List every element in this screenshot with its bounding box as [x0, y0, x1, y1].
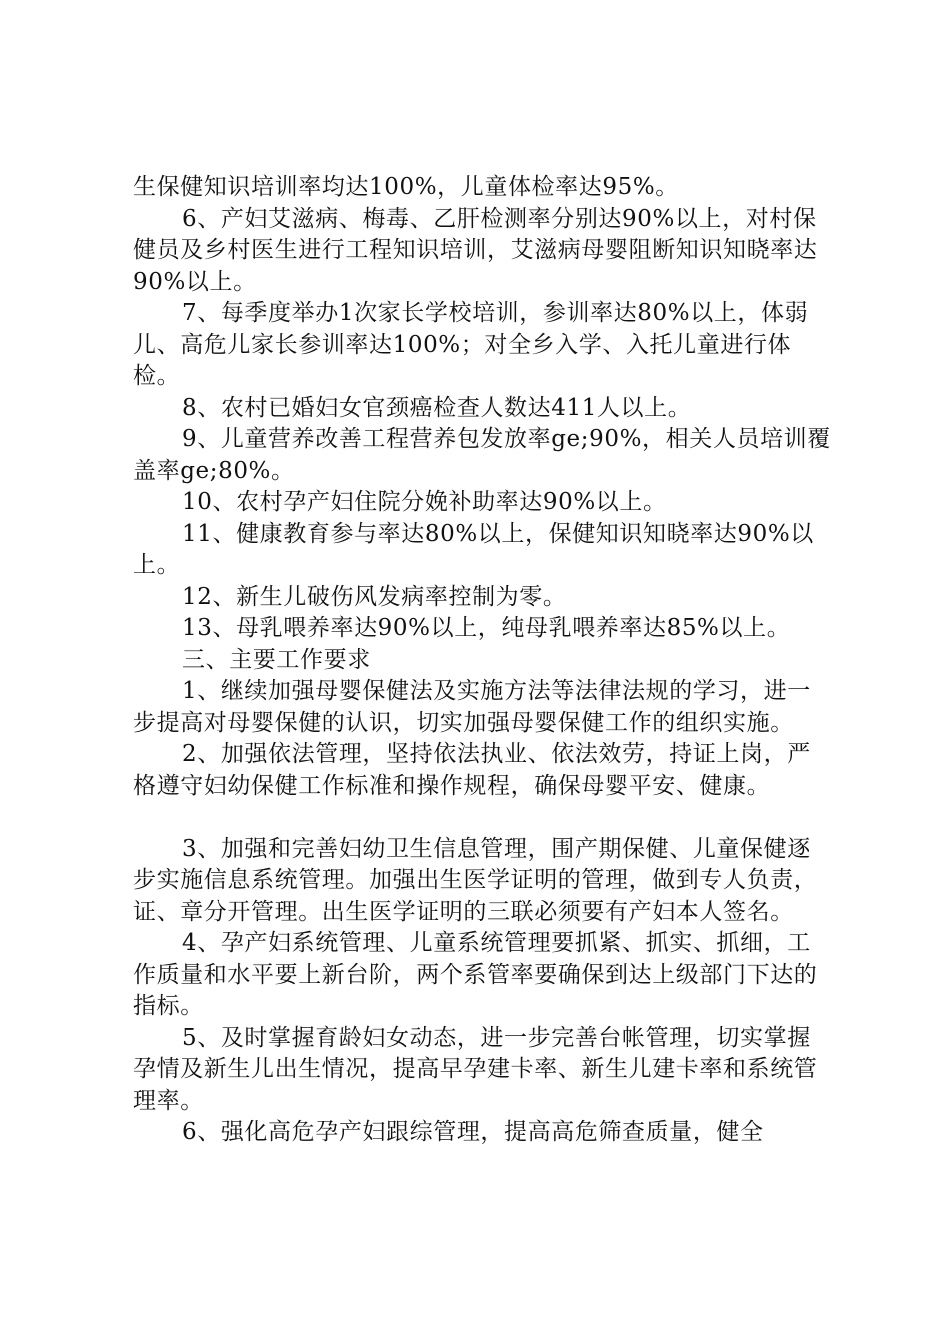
- section-heading: 三、主要工作要求: [182, 646, 371, 673]
- requirement-item-3: 3、加强和完善妇幼卫生信息管理，围产期保健、儿童保健逐步实施信息系统管理。加强出生医学证明的管理，做到专人负责，证、章分开管理。出生医学证明的三联必须要有产妇本人签名。: [133, 835, 818, 925]
- paragraph-item-6: 6、产妇艾滋病、梅毒、乙肝检测率分别达90%以上，对村保健员及乡村医生进行工程知识培训，艾滋病母婴阻断知识知晓率达90%以上。: [133, 205, 818, 295]
- requirement-item-5: 5、及时掌握育龄妇女动态，进一步完善台帐管理，切实掌握孕情及新生儿出生情况，提高早孕建卡率、新生儿建卡率和系统管理率。: [133, 1024, 818, 1114]
- paragraph-item-9: 9、儿童营养改善工程营养包发放率ge;90%，相关人员培训覆盖率ge;80%。: [133, 426, 831, 484]
- paragraph-item-8: 8、农村已婚妇女官颈癌检查人数达411人以上。: [182, 394, 692, 421]
- paragraph-item-7: 7、每季度举办1次家长学校培训，参训率达80%以上，体弱儿、高危儿家长参训率达100%；对全乡入学、入托儿童进行体检。: [133, 300, 809, 389]
- blank-line: [133, 802, 833, 834]
- requirement-item-4: 4、孕产妇系统管理、儿童系统管理要抓紧、抓实、抓细，工作质量和水平要上新台阶，两个系管率要确保到达上级部门下达的指标。: [133, 930, 818, 1019]
- document-body: [133, 172, 833, 1149]
- paragraph-item-13: 13、母乳喂养率达90%以上，纯母乳喂养率达85%以上。: [182, 615, 791, 641]
- paragraph-item-12: 12、新生儿破伤风发病率控制为零。: [182, 583, 567, 610]
- paragraph-item-11: 11、健康教育参与率达80%以上，保健知识知晓率达90%以上。: [133, 520, 814, 578]
- paragraph-item-10: 10、农村孕产妇住院分娩补助率达90%以上。: [182, 489, 667, 515]
- paragraph-continuation: 生保健知识培训率均达100%，儿童体检率达95%。: [133, 174, 679, 200]
- requirement-item-2: 2、加强依法管理，坚持依法执业、依法效劳，持证上岗，严格遵守妇幼保健工作标准和操作规程，确保母婴平安、健康。: [133, 741, 811, 799]
- requirement-item-1: 1、继续加强母婴保健法及实施方法等法律法规的学习，进一步提高对母婴保健的认识，切实加强母婴保健工作的组织实施。: [133, 678, 811, 736]
- requirement-item-6: 6、强化高危孕产妇跟综管理，提高高危筛查质量，健全: [182, 1119, 764, 1145]
